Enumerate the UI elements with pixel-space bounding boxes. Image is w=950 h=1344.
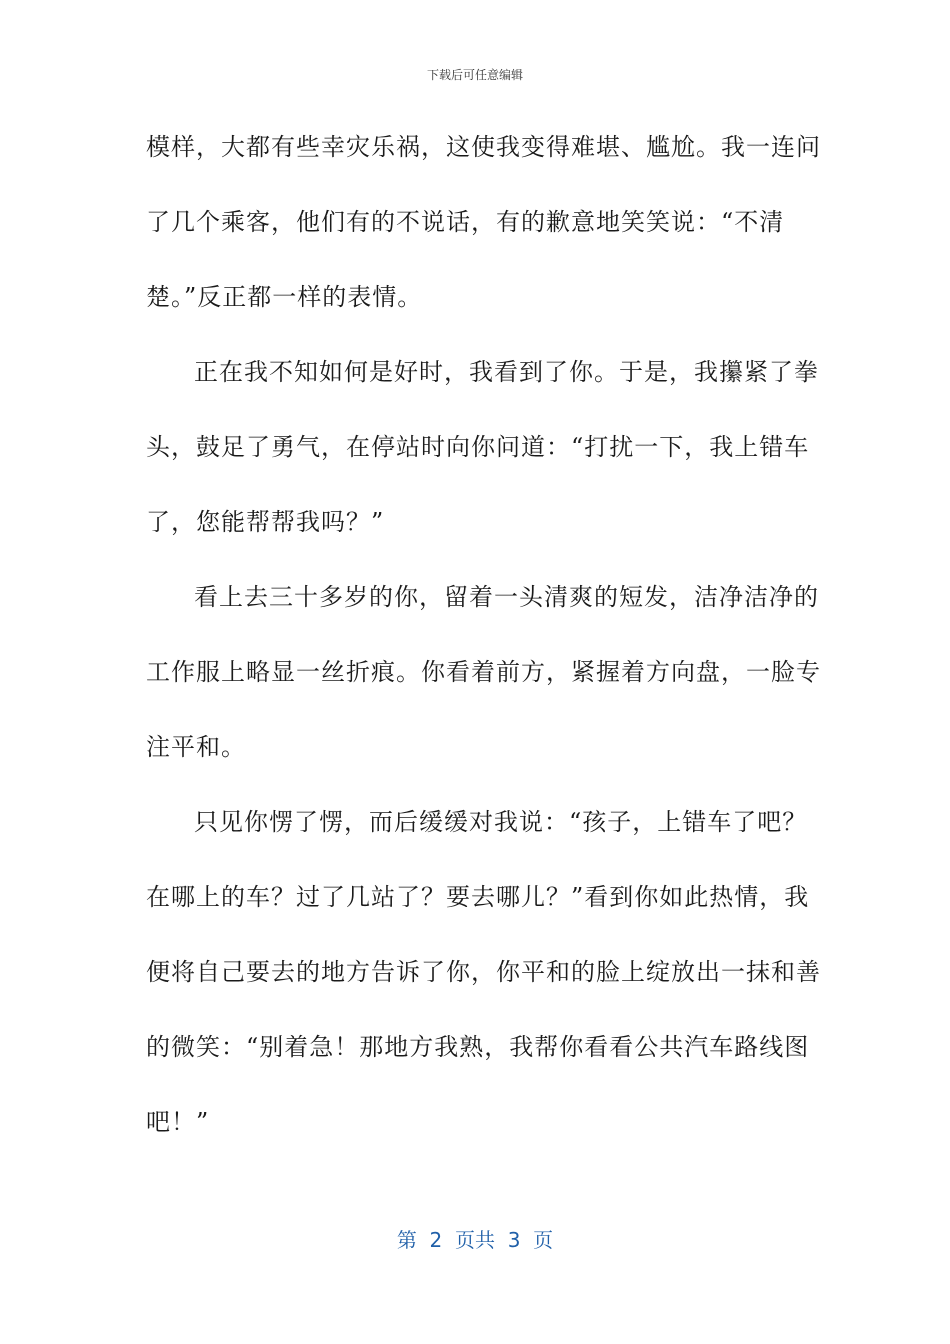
text-line: 的微笑：“别着急！那地方我熟，我帮你看看公共汽车路线图: [146, 1033, 810, 1061]
page-header: 下载后可任意编辑: [426, 68, 523, 82]
text-line: 只见你愣了愣，而后缓缓对我说：“孩子，上错车了吧？: [194, 808, 808, 836]
text-line: 吧！”: [146, 1108, 210, 1136]
text-line: 在哪上的车？过了几站了？要去哪儿？”看到你如此热情，我: [146, 883, 810, 911]
text-line: 了几个乘客，他们有的不说话，有的歉意地笑笑说：“不清: [146, 208, 785, 236]
text-line: 看上去三十多岁的你，留着一头清爽的短发，洁净洁净的: [194, 583, 819, 611]
document-body: [146, 110, 821, 1160]
text-line: 头，鼓足了勇气，在停站时向你问道：“打扰一下，我上错车: [146, 433, 810, 461]
text-line: 了，您能帮帮我吗？”: [146, 508, 385, 536]
text-line: 正在我不知如何是好时，我看到了你。于是，我攥紧了拳: [194, 358, 819, 386]
text-line: 注平和。: [146, 733, 246, 761]
text-line: 模样，大都有些幸灾乐祸，这使我变得难堪、尴尬。我一连问: [146, 133, 821, 161]
text-line: 楚。”反正都一样的表情。: [146, 283, 423, 311]
text-line: 工作服上略显一丝折痕。你看着前方，紧握着方向盘，一脸专: [146, 658, 821, 686]
text-line: 便将自己要去的地方告诉了你，你平和的脸上绽放出一抹和善: [146, 958, 821, 986]
page-footer: 第 2 页共 3 页: [396, 1228, 554, 1252]
